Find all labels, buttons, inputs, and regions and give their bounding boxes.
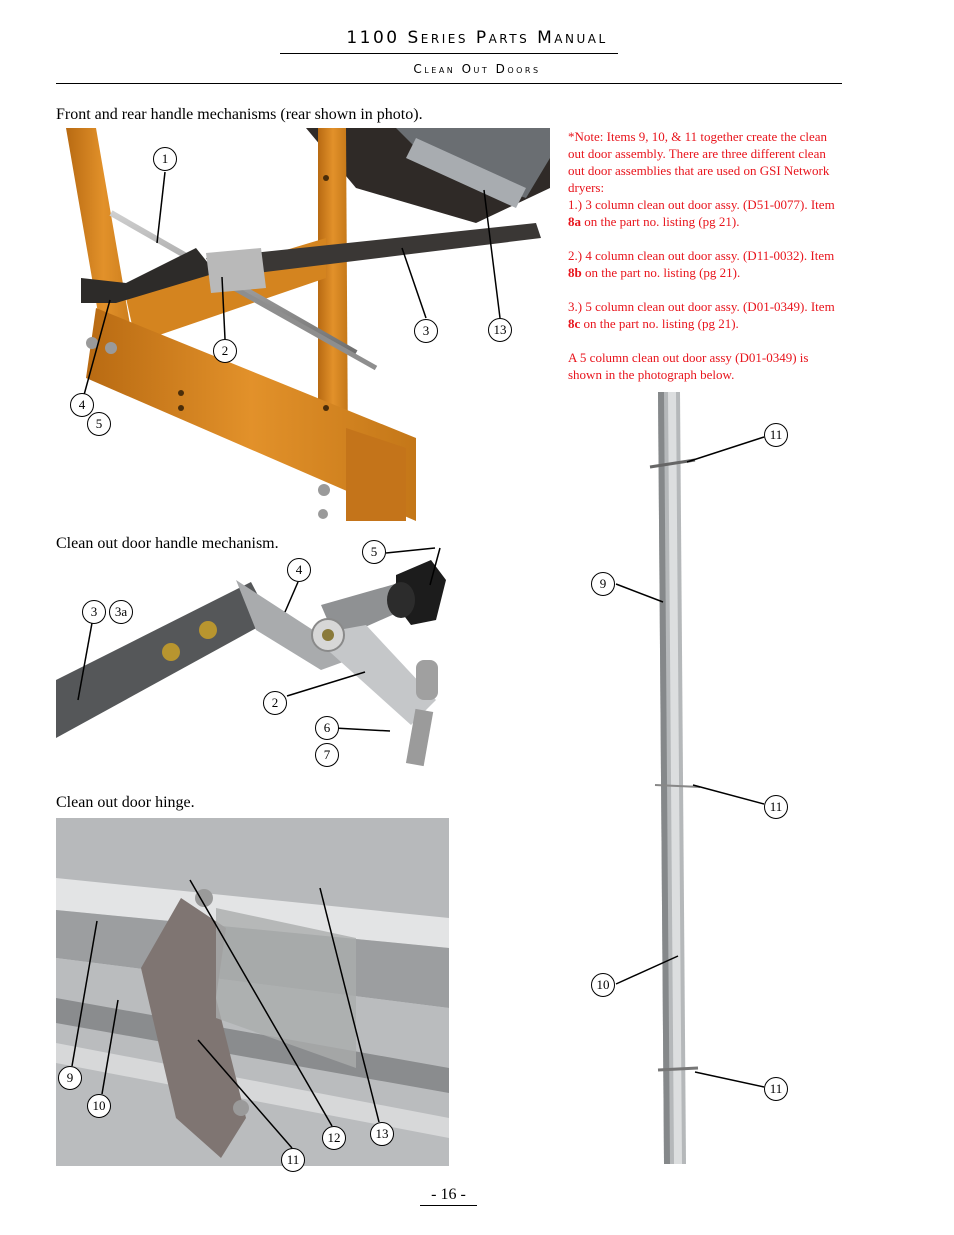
page-number: - 16 - [420, 1186, 477, 1206]
note-item-2: 2.) 4 column clean out door assy. (D11-0032). Item 8b on the part no. listing (pg 21). [568, 248, 835, 280]
callout-3: 3 [82, 600, 106, 624]
callout-13: 13 [488, 318, 512, 342]
callout-3a: 3a [109, 600, 133, 624]
callout-11: 11 [764, 795, 788, 819]
photo-hinge [56, 818, 449, 1166]
callout-13: 13 [370, 1122, 394, 1146]
callout-4: 4 [70, 393, 94, 417]
note-intro: *Note: Items 9, 10, & 11 together create the clean out door assembly. There are three different clean out door assemblies that are used on GSI Network dryers: [568, 129, 830, 195]
note-closing: A 5 column clean out door assy (D01-0349) is shown in the photograph below. [568, 350, 809, 382]
callout-9: 9 [591, 572, 615, 596]
photo-handle-mechanisms [56, 128, 550, 521]
callout-11: 11 [764, 423, 788, 447]
manual-title: 1100 Series Parts Manual [346, 28, 608, 48]
callout-1: 1 [153, 147, 177, 171]
header-divider [56, 83, 842, 84]
section-title: Clean Out Doors [413, 62, 541, 76]
callout-7: 7 [315, 743, 339, 767]
callout-2: 2 [213, 339, 237, 363]
callout-9: 9 [58, 1066, 82, 1090]
callout-6: 6 [315, 716, 339, 740]
callout-4: 4 [287, 558, 311, 582]
caption-front-rear: Front and rear handle mechanisms (rear shown in photo). [56, 106, 423, 123]
callout-10: 10 [87, 1094, 111, 1118]
note-item-1: 1.) 3 column clean out door assy. (D51-0077). Item 8a on the part no. listing (pg 21). [568, 197, 835, 229]
caption-handle: Clean out door handle mechanism. [56, 535, 279, 552]
photo-door-assembly [640, 392, 720, 1164]
callout-12: 12 [322, 1126, 346, 1150]
callout-5: 5 [87, 412, 111, 436]
callout-10: 10 [591, 973, 615, 997]
callout-3: 3 [414, 319, 438, 343]
assembly-note [568, 128, 843, 400]
callout-2: 2 [263, 691, 287, 715]
note-item-3: 3.) 5 column clean out door assy. (D01-0349). Item 8c on the part no. listing (pg 21). [568, 299, 835, 331]
photo-handle-closeup [56, 560, 456, 770]
caption-hinge: Clean out door hinge. [56, 794, 195, 811]
callout-5: 5 [362, 540, 386, 564]
callout-11: 11 [764, 1077, 788, 1101]
header-rule [280, 53, 618, 54]
callout-11: 11 [281, 1148, 305, 1172]
